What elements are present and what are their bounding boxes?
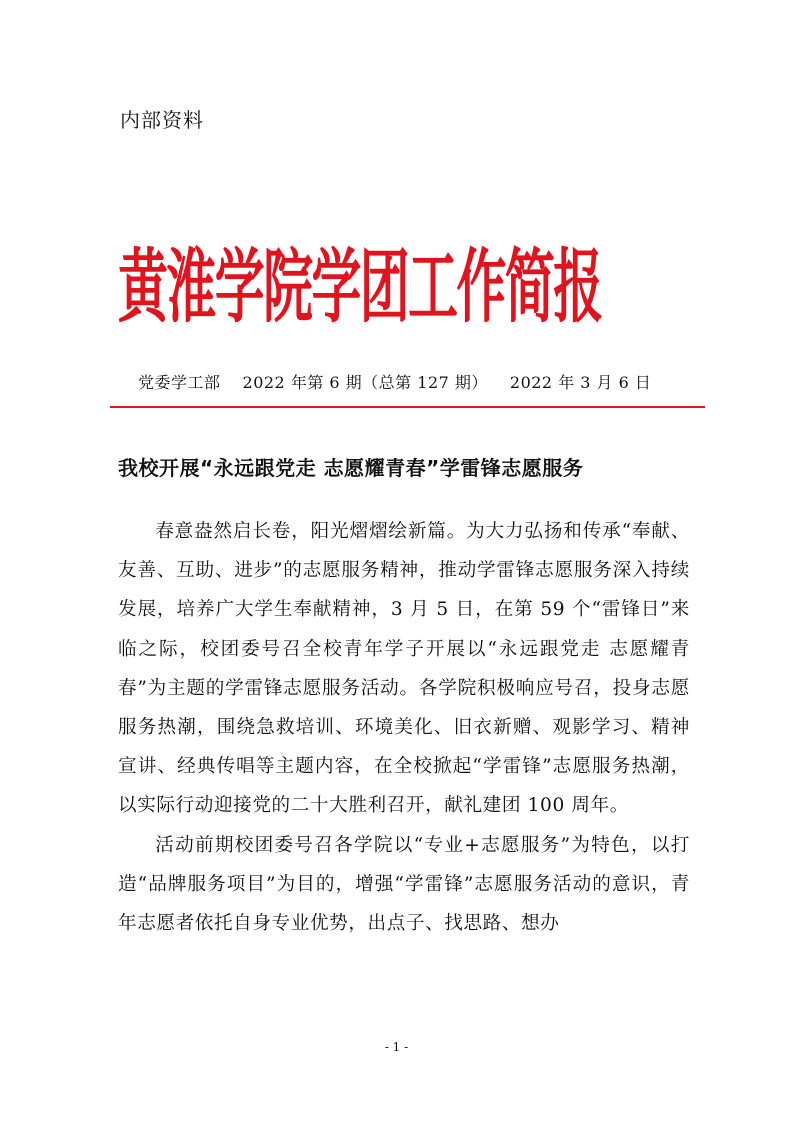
- masthead-divider: [110, 406, 705, 408]
- article-paragraph-2: 活动前期校团委号召各学院以“专业+志愿服务”为特色，以打造“品牌服务项目”为目的，增强“学雷锋”志愿服务活动的意识，青年志愿者依托自身专业优势，出点子、找思路、想办: [118, 834, 690, 935]
- article-paragraph-1: 春意盎然启长卷，阳光熠熠绘新篇。为大力弘扬和传承“奉献、友善、互助、进步”的志愿服务精神，推动学雷锋志愿服务深入持续发展，培养广大学生奉献精神，3 月 5 日，在第 59 个“雷锋日”来临之际，校团委号召全校青年学子开展以“永远跟党走 志愿耀青春”为主题的学雷锋志愿服务活动。各学院积极响应号召，投身志愿服务热潮，围绕急救培训、环境美化、旧衣新赠、观影学习、精神宣讲、经典传唱等主题内容，在全校掀起“学雷锋”志愿服务热潮，以实际行动迎接党的二十大胜利召开，献礼建团 100 周年。: [118, 521, 690, 817]
- article-title: 我校开展“永远跟党走 志愿耀青春”学雷锋志愿服务: [118, 456, 584, 480]
- article-body: [118, 512, 690, 943]
- issue-info-line: [138, 370, 673, 393]
- classification-label: 内部资料: [120, 108, 204, 132]
- issue-number: 2022 年第 6 期（总第 127 期）: [242, 373, 488, 392]
- issue-date: 2022 年 3 月 6 日: [509, 373, 652, 392]
- department-label: 党委学工部: [138, 373, 221, 392]
- page-number: - 1 -: [384, 1040, 409, 1054]
- bulletin-masthead: 黄淮学院学团工作简报: [118, 241, 602, 335]
